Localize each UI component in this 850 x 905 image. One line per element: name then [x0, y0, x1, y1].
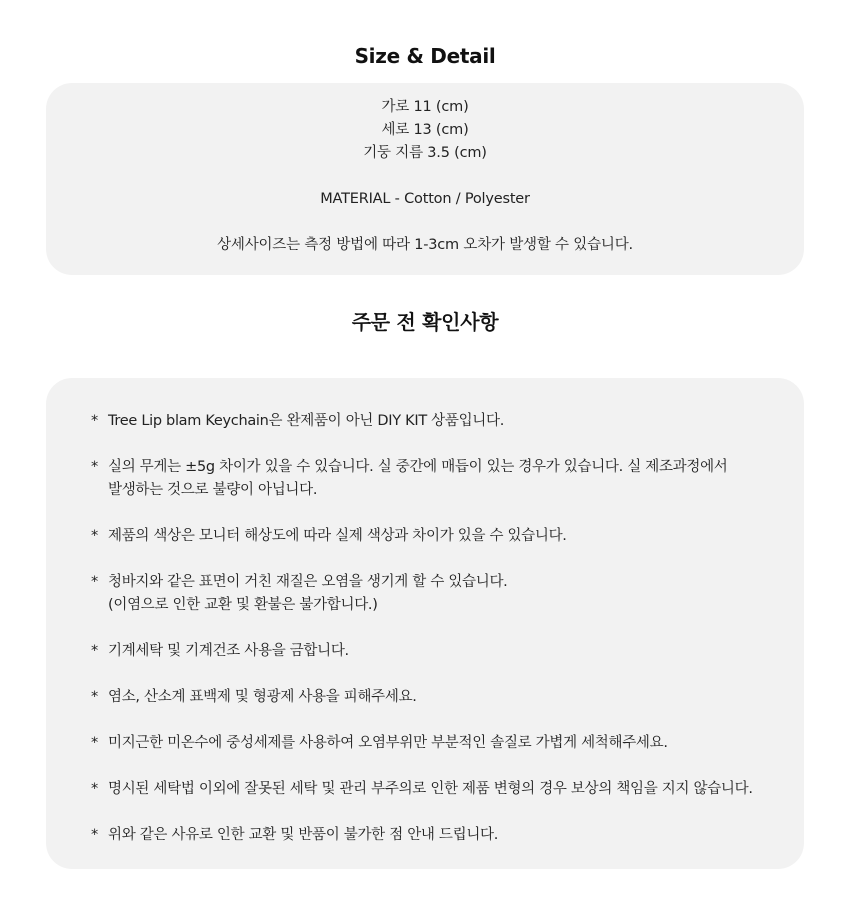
list-item	[91, 525, 791, 548]
bullet-asterisk: *	[91, 574, 98, 590]
spacer	[46, 211, 804, 234]
list-item	[91, 686, 791, 709]
bullet-asterisk: *	[91, 459, 98, 475]
width-spec: 가로 11 (cm)	[381, 99, 469, 115]
list-item	[91, 456, 791, 502]
list-item	[91, 410, 791, 433]
notice-text: 염소, 산소계 표백제 및 형광제 사용을 피해주세요.	[108, 689, 417, 705]
size-detail-content	[46, 96, 804, 257]
notice-text: 미지근한 미온수에 중성세제를 사용하여 오염부위만 부분적인 솔질로 가볍게 세척해주세요.	[108, 735, 668, 751]
list-item	[91, 778, 791, 801]
spacer	[46, 165, 804, 188]
bullet-asterisk: *	[91, 735, 98, 751]
list-item	[91, 640, 791, 663]
list-item	[91, 732, 791, 755]
material-spec: MATERIAL - Cotton / Polyester	[320, 191, 530, 207]
notice-text: 발생하는 것으로 불량이 아닙니다.	[108, 482, 318, 498]
list-item	[91, 824, 791, 847]
notice-text: 기계세탁 및 기계건조 사용을 금합니다.	[108, 643, 349, 659]
height-spec: 세로 13 (cm)	[381, 122, 469, 138]
size-tolerance-note: 상세사이즈는 측정 방법에 따라 1-3cm 오차가 발생할 수 있습니다.	[217, 237, 633, 253]
order-notice-list	[91, 410, 791, 870]
notice-text: 위와 같은 사유로 인한 교환 및 반품이 불가한 점 안내 드립니다.	[108, 827, 499, 843]
notice-text: 제품의 색상은 모니터 해상도에 따라 실제 색상과 차이가 있을 수 있습니다.	[108, 528, 567, 544]
bullet-asterisk: *	[91, 413, 98, 429]
notice-text: (이염으로 인한 교환 및 환불은 불가합니다.)	[108, 597, 378, 613]
notice-text: Tree Lip blam Keychain은 완제품이 아닌 DIY KIT 상품입니다.	[108, 413, 505, 429]
bullet-asterisk: *	[91, 643, 98, 659]
bullet-asterisk: *	[91, 827, 98, 843]
bullet-asterisk: *	[91, 689, 98, 705]
order-notice-title: 주문 전 확인사항	[351, 310, 499, 334]
bullet-asterisk: *	[91, 781, 98, 797]
list-item	[91, 571, 791, 617]
pillar-diameter-spec: 기둥 지름 3.5 (cm)	[363, 145, 487, 161]
bullet-asterisk: *	[91, 528, 98, 544]
size-detail-title: Size & Detail	[354, 44, 496, 68]
notice-text: 실의 무게는 ±5g 차이가 있을 수 있습니다. 실 중간에 매듭이 있는 경우가 있습니다. 실 제조과정에서	[108, 459, 728, 475]
notice-text: 청바지와 같은 표면이 거친 재질은 오염을 생기게 할 수 있습니다.	[108, 574, 508, 590]
notice-text: 명시된 세탁법 이외에 잘못된 세탁 및 관리 부주의로 인한 제품 변형의 경우 보상의 책임을 지지 않습니다.	[108, 781, 753, 797]
